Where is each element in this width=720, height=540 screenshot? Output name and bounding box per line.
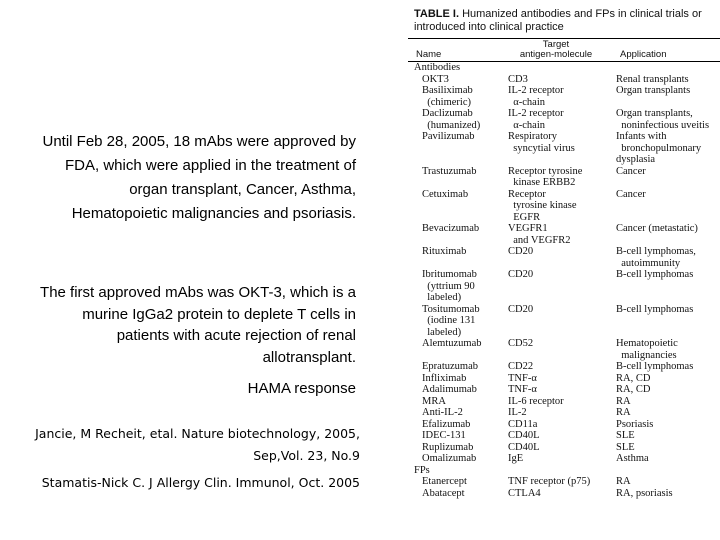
cell-target-line: IL-2	[508, 407, 527, 418]
cell-target	[508, 166, 613, 189]
table-row	[408, 476, 720, 488]
cell-name	[422, 223, 517, 235]
table-row	[408, 108, 720, 131]
cell-target-line: IL-6 receptor	[508, 395, 564, 407]
cell-target-line: α-chain	[508, 96, 545, 108]
cell-target-line: Receptor	[508, 188, 546, 200]
table-row	[408, 384, 720, 396]
cell-application	[616, 453, 720, 465]
cell-name-line: Etanercept	[422, 476, 467, 487]
cell-name	[422, 384, 517, 396]
cell-application-line: autoimmunity	[616, 257, 681, 269]
cell-application-line: SLE	[616, 430, 635, 441]
cell-name	[422, 361, 517, 373]
cell-application	[616, 419, 720, 431]
table-row	[408, 223, 720, 246]
cell-name	[422, 396, 517, 408]
table-row	[408, 338, 720, 361]
antibody-rows	[408, 74, 720, 465]
cell-name-line: Rituximab	[422, 246, 467, 257]
table-row	[408, 85, 720, 108]
cell-target-line: IL-2 receptor	[508, 85, 564, 96]
cell-target	[508, 269, 613, 281]
cell-name-line: Abatacept	[422, 487, 465, 499]
cell-name-line: Anti-IL-2	[422, 407, 463, 418]
cell-name-line: Adalimumab	[422, 384, 477, 395]
cell-name-line: (chimeric)	[422, 96, 471, 108]
cell-application	[616, 338, 720, 361]
cell-name	[422, 488, 517, 500]
table-row	[408, 373, 720, 385]
table-row	[408, 74, 720, 86]
table-row	[408, 131, 720, 166]
cell-name-line: Efalizumab	[422, 418, 471, 430]
cell-target	[508, 304, 613, 316]
header-target	[516, 40, 596, 60]
cell-target-line: TNF receptor (p75)	[508, 476, 591, 487]
cell-target-line: and VEGFR2	[508, 234, 571, 246]
reference-nature-biotech: Jancie, M Recheit, etal. Nature biotechnology, 2005, Sep,Vol. 23, No.9	[35, 426, 360, 463]
cell-name-line: Ruplizumab	[422, 441, 474, 453]
cell-target-line: IgE	[508, 453, 524, 464]
cell-application	[616, 476, 720, 488]
cell-application-line: Cancer (metastatic)	[616, 223, 698, 234]
table-caption-line2: introduced into clinical practice	[414, 21, 564, 33]
cell-name-line: Tositumomab	[422, 303, 480, 315]
cell-application	[616, 304, 720, 316]
cell-target	[508, 396, 613, 408]
cell-target-line: EGFR	[508, 211, 541, 223]
cell-name-line: labeled)	[422, 326, 462, 338]
table-row	[408, 361, 720, 373]
cell-name	[422, 131, 517, 143]
hama-response-label: HAMA response	[247, 380, 356, 397]
cell-name-line: Alemtuzumab	[422, 338, 482, 349]
cell-application-line: dysplasia	[616, 154, 656, 165]
header-name: Name	[416, 49, 442, 60]
cell-target-line: CD52	[508, 338, 534, 349]
cell-name-line: labeled)	[422, 292, 462, 303]
cell-application-line: B-cell lymphomas	[616, 269, 694, 280]
cell-application-line: malignancies	[616, 349, 677, 361]
cell-name	[422, 269, 517, 304]
cell-name-line: Ibritumomab	[422, 269, 477, 280]
cell-application	[616, 430, 720, 442]
cell-name-line: Infliximab	[422, 372, 467, 384]
cell-application-line: noninfectious uveitis	[616, 119, 710, 131]
cell-target-line: kinase ERBB2	[508, 177, 576, 188]
cell-target-line: CD40L	[508, 430, 540, 441]
cell-name	[422, 74, 517, 86]
cell-name-line: MRA	[422, 395, 446, 407]
cell-name-line: (yttrium 90	[422, 280, 475, 292]
table-row	[408, 419, 720, 431]
cell-name	[422, 338, 517, 350]
cell-application	[616, 442, 720, 454]
cell-application-line: RA, psoriasis	[616, 487, 673, 499]
cell-application-line: bronchopulmonary	[616, 142, 702, 154]
cell-application-line: RA	[616, 407, 631, 418]
cell-application-line: Psoriasis	[616, 418, 654, 430]
cell-application-line: Organ transplants,	[616, 108, 693, 119]
cell-name	[422, 442, 517, 454]
table-caption	[408, 8, 720, 34]
cell-target-line: IL-2 receptor	[508, 108, 564, 119]
cell-name-line: OKT3	[422, 73, 449, 85]
cell-target	[508, 373, 613, 385]
antibody-table	[408, 8, 720, 499]
header-target-line1: Target	[542, 39, 570, 50]
cell-target-line: CD22	[508, 361, 534, 372]
cell-name-line: Omalizumab	[422, 453, 477, 464]
cell-application	[616, 269, 720, 281]
cell-name-line: Daclizumab	[422, 108, 473, 119]
table-caption-title: Humanized antibodies and FPs in clinical trials or	[459, 8, 702, 20]
cell-application-line: RA	[616, 476, 631, 487]
cell-application-line: Renal transplants	[616, 73, 689, 85]
cell-target-line: CD11a	[508, 418, 538, 430]
cell-application	[616, 189, 720, 201]
cell-name-line: Bevacizumab	[422, 223, 480, 234]
table-row	[408, 304, 720, 339]
cell-application	[616, 373, 720, 385]
cell-target-line: syncytial virus	[508, 142, 575, 154]
cell-target-line: Receptor tyrosine	[508, 165, 583, 177]
table-row	[408, 396, 720, 408]
cell-application-line: B-cell lymphomas,	[616, 246, 696, 257]
cell-target	[508, 338, 613, 350]
cell-application-line: Asthma	[616, 453, 649, 464]
cell-application-line: RA, CD	[616, 384, 651, 395]
header-application: Application	[620, 49, 667, 60]
cell-name	[422, 108, 517, 131]
paragraph-fda-approvals: Until Feb 28, 2005, 18 mAbs were approved by FDA, which were applied in the treatment of organ transplant, Cancer, Asthma, Hematopoietic malignancies and psoriasis.	[42, 133, 356, 222]
fp-rows	[408, 476, 720, 499]
cell-application-line: RA	[616, 395, 631, 407]
reference-allergy-clin-immunol: Stamatis-Nick C. J Allergy Clin. Immunol, Oct. 2005	[41, 475, 360, 490]
cell-target-line: CD40L	[508, 441, 540, 453]
paragraph-okt3: The first approved mAbs was OKT-3, which is a murine IgGa2 protein to deplete T cells in patients with acute rejection of renal allotransplant.	[40, 284, 356, 366]
cell-target-line: TNF-α	[508, 384, 537, 395]
cell-target-line: CD20	[508, 269, 534, 280]
cell-target	[508, 476, 613, 488]
cell-application	[616, 108, 720, 131]
cell-application	[616, 407, 720, 419]
cell-name-line: (humanized)	[422, 119, 481, 131]
cell-name-line: IDEC-131	[422, 430, 466, 441]
cell-application-line: B-cell lymphomas	[616, 303, 694, 315]
cell-name	[422, 453, 517, 465]
cell-name	[422, 430, 517, 442]
cell-name-line: (iodine 131	[422, 315, 476, 326]
cell-target	[508, 488, 613, 500]
cell-target-line: CD3	[508, 73, 528, 85]
table-row	[408, 407, 720, 419]
table-row	[408, 246, 720, 269]
cell-name	[422, 304, 517, 339]
section-fps: FPs	[414, 464, 430, 476]
cell-name-line: Pavilizumab	[422, 131, 475, 142]
cell-application	[616, 131, 720, 166]
cell-target	[508, 85, 613, 108]
cell-target	[508, 407, 613, 419]
cell-name	[422, 407, 517, 419]
table-row	[408, 453, 720, 465]
cell-target-line: α-chain	[508, 119, 545, 131]
cell-application-line: B-cell lymphomas	[616, 361, 694, 372]
cell-application	[616, 396, 720, 408]
cell-application	[616, 223, 720, 235]
cell-target	[508, 108, 613, 131]
cell-application-line: Cancer	[616, 188, 646, 200]
cell-target-line: TNF-α	[508, 372, 537, 384]
cell-application	[616, 384, 720, 396]
cell-name	[422, 373, 517, 385]
cell-application-line: Infants with	[616, 131, 667, 142]
table-row	[408, 166, 720, 189]
cell-target-line: Respiratory	[508, 131, 557, 142]
cell-application-line: Cancer	[616, 165, 646, 177]
cell-target	[508, 384, 613, 396]
cell-name	[422, 419, 517, 431]
table-caption-label: TABLE I.	[414, 8, 460, 20]
table-row	[408, 269, 720, 304]
cell-target	[508, 442, 613, 454]
cell-target	[508, 131, 613, 154]
cell-target	[508, 430, 613, 442]
cell-application	[616, 246, 720, 269]
cell-name	[422, 476, 517, 488]
cell-target-line: CD20	[508, 303, 534, 315]
cell-name	[422, 166, 517, 178]
table-row	[408, 488, 720, 500]
cell-application	[616, 361, 720, 373]
cell-target	[508, 453, 613, 465]
table-header	[408, 39, 720, 61]
cell-target-line: CD20	[508, 246, 534, 257]
cell-name-line: Epratuzumab	[422, 361, 478, 372]
cell-target	[508, 74, 613, 86]
cell-name-line: Basiliximab	[422, 85, 473, 96]
table-row	[408, 430, 720, 442]
cell-name	[422, 189, 517, 201]
cell-application	[616, 166, 720, 178]
cell-application	[616, 85, 720, 97]
cell-target	[508, 223, 613, 246]
cell-target-line: tyrosine kinase	[508, 200, 577, 211]
cell-application-line: Organ transplants	[616, 85, 691, 96]
cell-name	[422, 246, 517, 258]
table-row	[408, 442, 720, 454]
cell-target	[508, 246, 613, 258]
cell-name	[422, 85, 517, 108]
cell-target	[508, 419, 613, 431]
cell-name-line: Trastuzumab	[422, 165, 477, 177]
cell-target-line: CTLA4	[508, 487, 541, 499]
table-row	[408, 189, 720, 224]
cell-application-line: RA, CD	[616, 372, 651, 384]
cell-application	[616, 74, 720, 86]
cell-application-line: Hematopoietic	[616, 338, 678, 349]
cell-application	[616, 488, 720, 500]
cell-target	[508, 361, 613, 373]
cell-target-line: VEGFR1	[508, 223, 548, 234]
cell-application-line: SLE	[616, 441, 635, 453]
section-antibodies: Antibodies	[414, 62, 461, 73]
cell-name-line: Cetuximab	[422, 188, 469, 200]
header-target-line2: antigen-molecule	[519, 49, 593, 60]
cell-target	[508, 189, 613, 224]
